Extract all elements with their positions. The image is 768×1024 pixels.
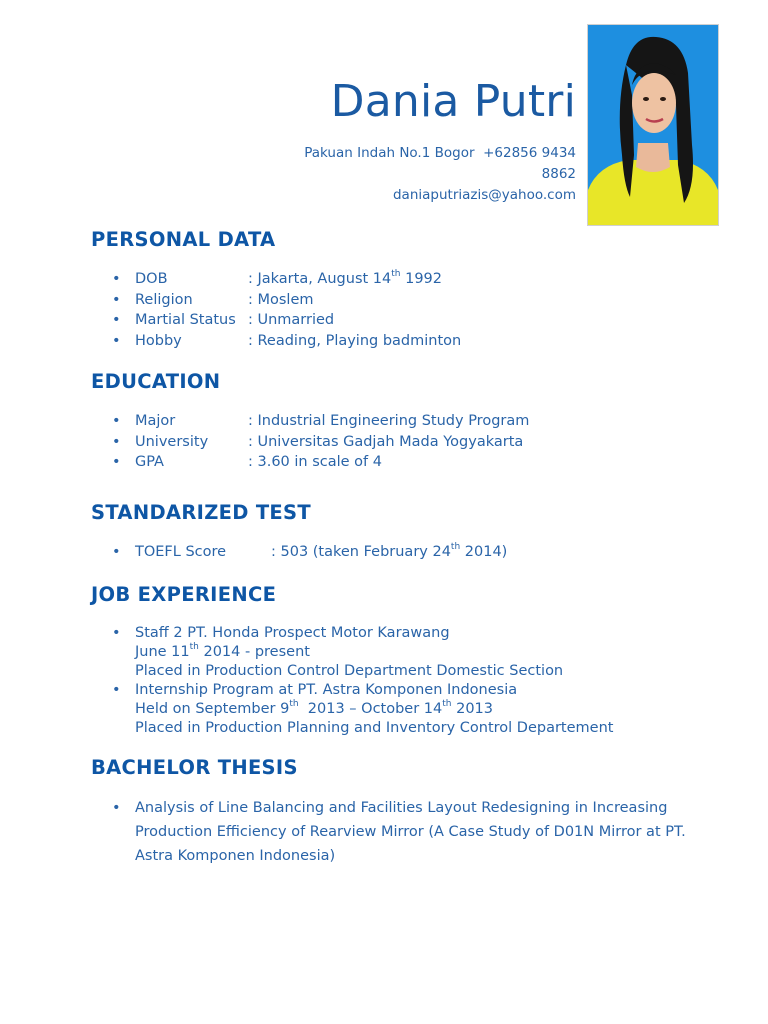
major-label: Major bbox=[135, 413, 176, 429]
university-value: : Universitas Gadjah Mada Yogyakarta bbox=[248, 433, 524, 450]
job-dates bbox=[135, 643, 613, 662]
resume-name: Dania Putri bbox=[330, 76, 576, 127]
toefl-label: TOEFL Score bbox=[135, 544, 227, 560]
list-item bbox=[112, 681, 613, 738]
dob-year: 1992 bbox=[400, 271, 442, 287]
job-date-mid: 2013 – October 14 bbox=[298, 701, 443, 717]
bachelor-thesis-heading: BACHELOR THESIS bbox=[91, 756, 298, 779]
list-item bbox=[112, 542, 507, 563]
superscript: th bbox=[442, 699, 452, 709]
job-date-start: Held on September 9 bbox=[135, 701, 290, 717]
personal-data-list bbox=[112, 269, 461, 351]
religion-value: : Moslem bbox=[248, 291, 314, 308]
list-item bbox=[112, 796, 695, 868]
job-date-start: June 11 bbox=[135, 644, 190, 660]
phone-continued: 8862 bbox=[541, 166, 576, 182]
dob-label: DOB bbox=[135, 271, 168, 287]
list-item bbox=[112, 331, 461, 352]
hobby-label: Hobby bbox=[135, 332, 182, 349]
list-item bbox=[112, 310, 461, 331]
job-title: • Staff 2 PT. Honda Prospect Motor Karawang bbox=[135, 625, 450, 641]
superscript: th bbox=[391, 269, 401, 279]
personal-data-heading: PERSONAL DATA bbox=[91, 228, 276, 251]
address-phone: Pakuan Indah No.1 Bogor +62856 9434 bbox=[304, 145, 576, 161]
job-description: Placed in Production Control Department Domestic Section bbox=[135, 663, 564, 679]
toefl-value: : 503 (taken February 24 bbox=[271, 544, 451, 560]
university-label: University bbox=[135, 433, 209, 450]
job-date-end: 2014 - present bbox=[198, 644, 310, 660]
job-description: Placed in Production Planning and Inventory Control Departement bbox=[135, 720, 614, 736]
gpa-value: : 3.60 in scale of 4 bbox=[248, 454, 382, 470]
list-item bbox=[112, 624, 613, 681]
job-date-end: 2013 bbox=[451, 701, 493, 717]
list-item bbox=[112, 452, 529, 473]
standardized-test-heading: STANDARIZED TEST bbox=[91, 501, 311, 524]
major-value: : Industrial Engineering Study Program bbox=[248, 413, 530, 429]
education-list bbox=[112, 411, 529, 473]
job-title: • Internship Program at PT. Astra Komponen Indonesia bbox=[135, 682, 518, 698]
test-list bbox=[112, 542, 507, 563]
job-list bbox=[112, 624, 613, 738]
list-item bbox=[112, 411, 529, 432]
gpa-label: GPA bbox=[135, 454, 164, 470]
job-experience-heading: JOB EXPERIENCE bbox=[91, 583, 277, 606]
status-label: Martial Status bbox=[135, 312, 236, 328]
contact-block bbox=[256, 143, 576, 206]
dob-value: : Jakarta, August 14 bbox=[248, 271, 392, 287]
toefl-year: 2014) bbox=[460, 544, 508, 560]
superscript: th bbox=[189, 642, 199, 652]
list-item bbox=[112, 269, 461, 290]
religion-label: Religion bbox=[135, 291, 193, 308]
thesis-text: Analysis of Line Balancing and Facilities Layout Redesigning in Increasing Production Efficiency of Rearview Mirror (A Case Study of D01N Mirror at PT. Astra Komponen Indonesia) bbox=[135, 800, 686, 864]
profile-photo bbox=[587, 24, 719, 226]
list-item bbox=[112, 432, 529, 453]
list-item bbox=[112, 290, 461, 311]
hobby-value: : Reading, Playing badminton bbox=[248, 332, 462, 349]
superscript: th bbox=[289, 699, 299, 709]
job-dates bbox=[135, 700, 613, 719]
email: daniaputriazis@yahoo.com bbox=[392, 187, 576, 203]
superscript: th bbox=[450, 542, 461, 552]
status-value: : Unmarried bbox=[248, 312, 335, 328]
education-heading: EDUCATION bbox=[91, 370, 221, 393]
thesis-list bbox=[112, 796, 695, 868]
